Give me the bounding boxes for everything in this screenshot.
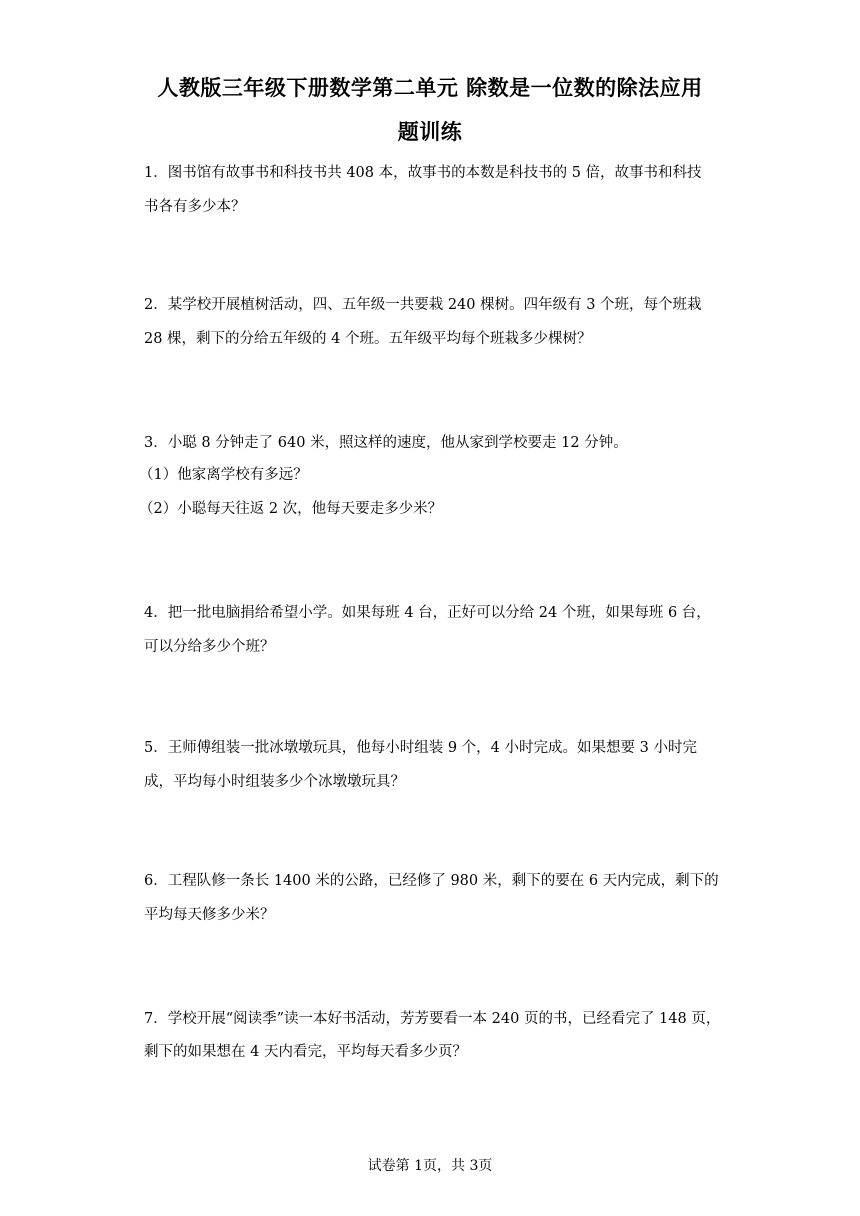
question-5-line-1: 5．王师傅组装一批冰墩墩玩具，他每小时组装 9 个，4 小时完成。如果想要 3 小时完 — [144, 740, 697, 756]
question-5-line-2: 成，平均每小时组装多少个冰墩墩玩具？ — [144, 774, 405, 790]
question-3-sub-2: （2）小聪每天往返 2 次，他每天要走多少米？ — [139, 501, 443, 517]
page-footer: 试卷第 1页，共 3页 — [367, 1158, 493, 1174]
question-6-line-2: 平均每天修多少米？ — [144, 907, 275, 923]
question-4-line-2: 可以分给多少个班？ — [144, 639, 275, 655]
question-2-line-2: 28 棵，剩下的分给五年级的 4 个班。五年级平均每个班栽多少棵树？ — [144, 331, 592, 347]
question-2-line-1: 2．某学校开展植树活动，四、五年级一共要栽 240 棵树。四年级有 3 个班，每个班栽 — [144, 297, 702, 313]
question-7-line-2: 剩下的如果想在 4 天内看完，平均每天看多少页？ — [144, 1044, 467, 1060]
question-3-line-1: 3．小聪 8 分钟走了 640 米，照这样的速度，他从家到学校要走 12 分钟。 — [144, 435, 628, 451]
question-6-line-1: 6．工程队修一条长 1400 米的公路，已经修了 980 米，剩下的要在 6 天内完成，剩下的 — [144, 873, 719, 889]
question-3-sub-1: （1）他家离学校有多远？ — [139, 467, 308, 483]
page-title-line-2: 题训练 — [397, 120, 463, 144]
question-7-line-1: 7．学校开展“阅读季”读一本好书活动，芳芳要看一本 240 页的书，已经看完了 148 页， — [144, 1011, 721, 1027]
question-4-line-1: 4．把一批电脑捐给希望小学。如果每班 4 台，正好可以分给 24 个班，如果每班 6 台， — [144, 605, 711, 621]
question-1-line-1: 1．图书馆有故事书和科技书共 408 本，故事书的本数是科技书的 5 倍，故事书和科技 — [144, 165, 702, 181]
page-title-line-1: 人教版三年级下册数学第二单元 除数是一位数的除法应用 — [157, 76, 703, 100]
question-1-line-2: 书各有多少本？ — [144, 199, 246, 215]
